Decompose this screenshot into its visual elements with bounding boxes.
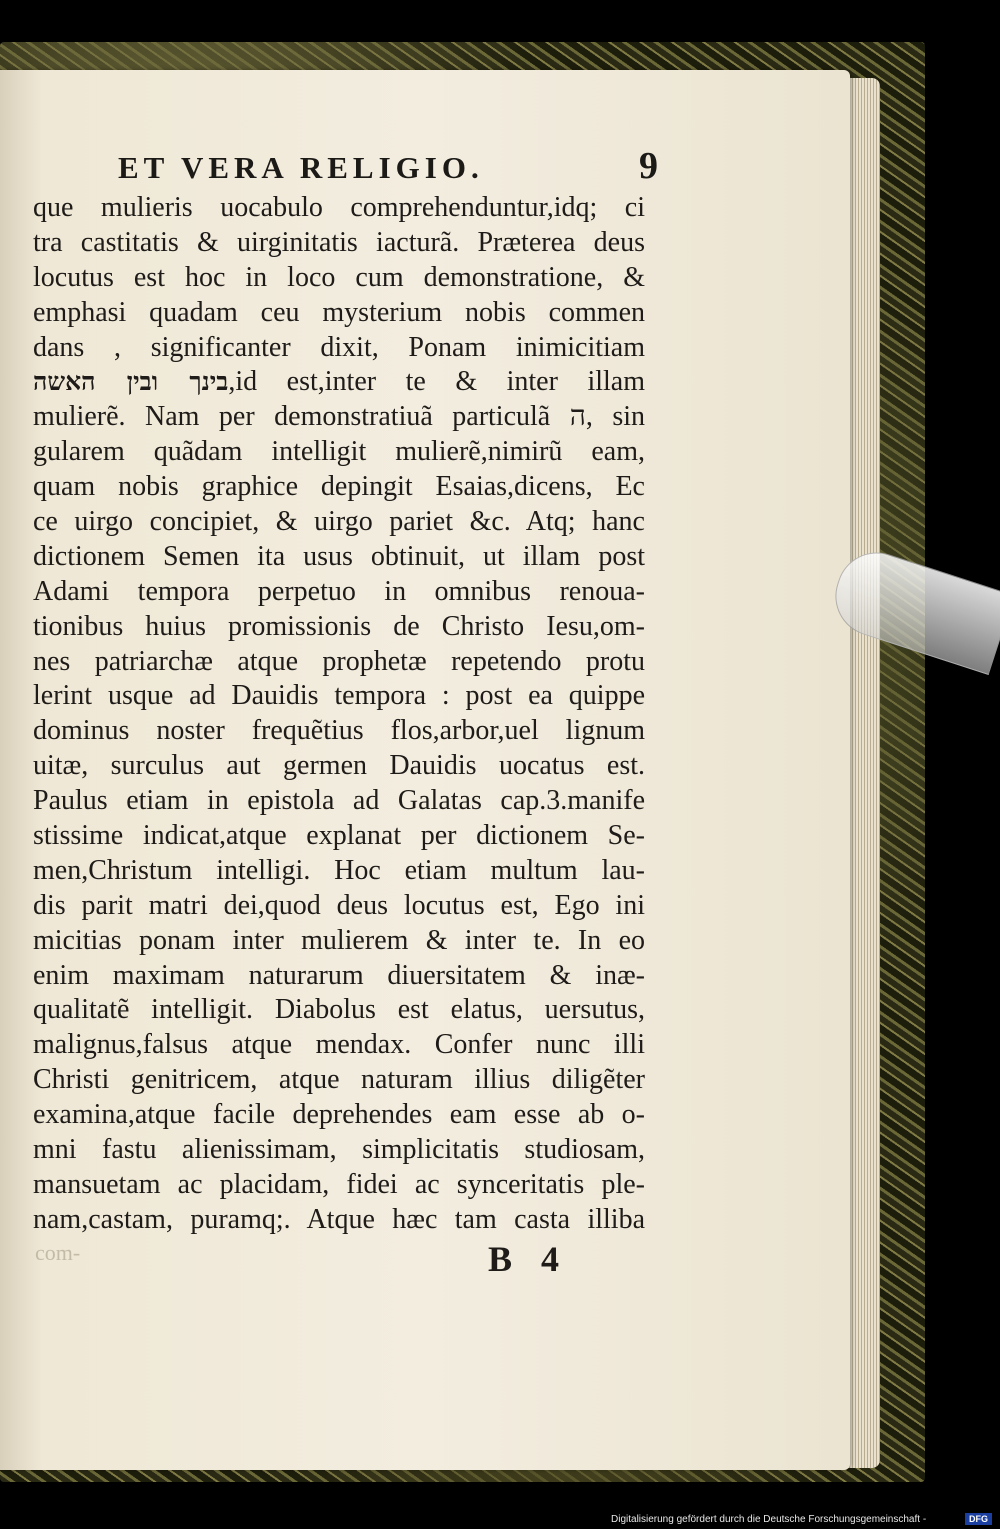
body-text (33, 191, 645, 1238)
line-text: stissime indicat,atque explanat per dictionem Se- (33, 820, 645, 852)
line-text: Christi genitricem, atque naturam illius diligẽter (33, 1064, 645, 1096)
page-number: 9 (639, 145, 658, 187)
line-text: dans , significanter dixit, Ponam inimicitiam (33, 331, 645, 363)
text-line (33, 296, 645, 331)
text-line (33, 540, 645, 575)
text-line (33, 854, 645, 889)
text-line (33, 889, 645, 924)
line-text: qualitatẽ intelligit. Diabolus est elatus, uersutus, (33, 994, 645, 1026)
line-text: tionibus huius promissionis de Christo Iesu,om- (33, 610, 645, 642)
line-text: men,Christum intelligi. Hoc etiam multum lau- (33, 854, 645, 886)
line-text: que mulieris uocabulo comprehenduntur,idq; ci (33, 192, 645, 223)
line-text: nes patriarchæ atque prophetæ repetendo protu (33, 645, 645, 677)
text-line (33, 924, 645, 959)
line-text: emphasi quadam ceu mysterium nobis commen (33, 296, 645, 328)
text-line (33, 1063, 645, 1098)
hebrew-phrase: בינך ובין האשה (33, 367, 229, 397)
text-line (33, 261, 645, 296)
text-line (33, 749, 645, 784)
text-line (33, 1133, 645, 1168)
line-text: lerint usque ad Dauidis tempora : post ea quippe (33, 680, 645, 712)
text-line (33, 993, 645, 1028)
text-line (33, 610, 645, 645)
signature-mark: B 4 (488, 1239, 570, 1279)
line-text: nam,castam, puramq;. Atque hæc tam casta illiba (33, 1203, 645, 1235)
line-text: micitias ponam inter mulierem & inter te. In eo (33, 924, 645, 956)
running-head: ET VERA RELIGIO. (118, 150, 484, 185)
text-line (33, 959, 645, 994)
line-text: quam nobis graphice depingit Esaias,dicens, Ec (33, 471, 645, 503)
text-line (33, 365, 645, 400)
line-text: Adami tempora perpetuo in omnibus renoua- (33, 575, 645, 607)
text-line (33, 226, 645, 261)
text-line (33, 1168, 645, 1203)
text-line (33, 714, 645, 749)
ghost-catchword: com- (35, 1240, 81, 1265)
digitization-credit: Digitalisierung gefördert durch die Deutsche Forschungsgemeinschaft - (611, 1514, 927, 1525)
line-text: uitæ, surculus aut germen Dauidis uocatus est. (33, 750, 645, 782)
line-text: locutus est hoc in loco cum demonstratione, & (33, 261, 645, 293)
text-line (33, 191, 645, 226)
line-text: tra castitatis & uirginitatis iacturã. Præterea deus (33, 226, 645, 258)
line-text: ,id est,inter te & inter illam (228, 366, 645, 398)
text-line (33, 819, 645, 854)
text-line (33, 470, 645, 505)
line-text: mansuetam ac placidam, fidei ac synceritatis ple- (33, 1168, 645, 1200)
line-text: enim maximam naturarum diuersitatem & inæ- (33, 959, 645, 991)
line-text: examina,atque facile deprehendes eam esse ab o- (33, 1099, 645, 1131)
line-text: dominus noster frequẽtius flos,arbor,uel lignum (33, 715, 645, 747)
line-text: dictionem Semen ita usus obtinuit, ut illam post (33, 540, 645, 572)
text-line (33, 505, 645, 540)
text-line (33, 679, 645, 714)
text-line (33, 331, 645, 366)
line-text: gularem quãdam intelligit mulierẽ,nimirũ eam, (33, 436, 645, 468)
text-line (33, 645, 645, 680)
text-line (33, 1203, 645, 1238)
line-text: mni fastu alienissimam, simplicitatis studiosam, (33, 1134, 645, 1166)
line-text: dis parit matri dei,quod deus locutus est, Ego ini (33, 889, 645, 921)
text-line (33, 435, 645, 470)
page-header (118, 145, 658, 188)
line-text: malignus,falsus atque mendax. Confer nunc illi (33, 1029, 645, 1061)
text-line (33, 400, 645, 435)
line-text: Paulus etiam in epistola ad Galatas cap.3.manife (33, 785, 645, 817)
text-line (33, 575, 645, 610)
line-text: ce uirgo concipiet, & uirgo pariet &c. Atq; hanc (33, 506, 645, 538)
text-line (33, 1028, 645, 1063)
text-line (33, 1098, 645, 1133)
text-line (33, 784, 645, 819)
dfg-logo: DFG (965, 1513, 992, 1525)
line-text: mulierẽ. Nam per demonstratiuã particulã ה, sin (33, 401, 645, 433)
